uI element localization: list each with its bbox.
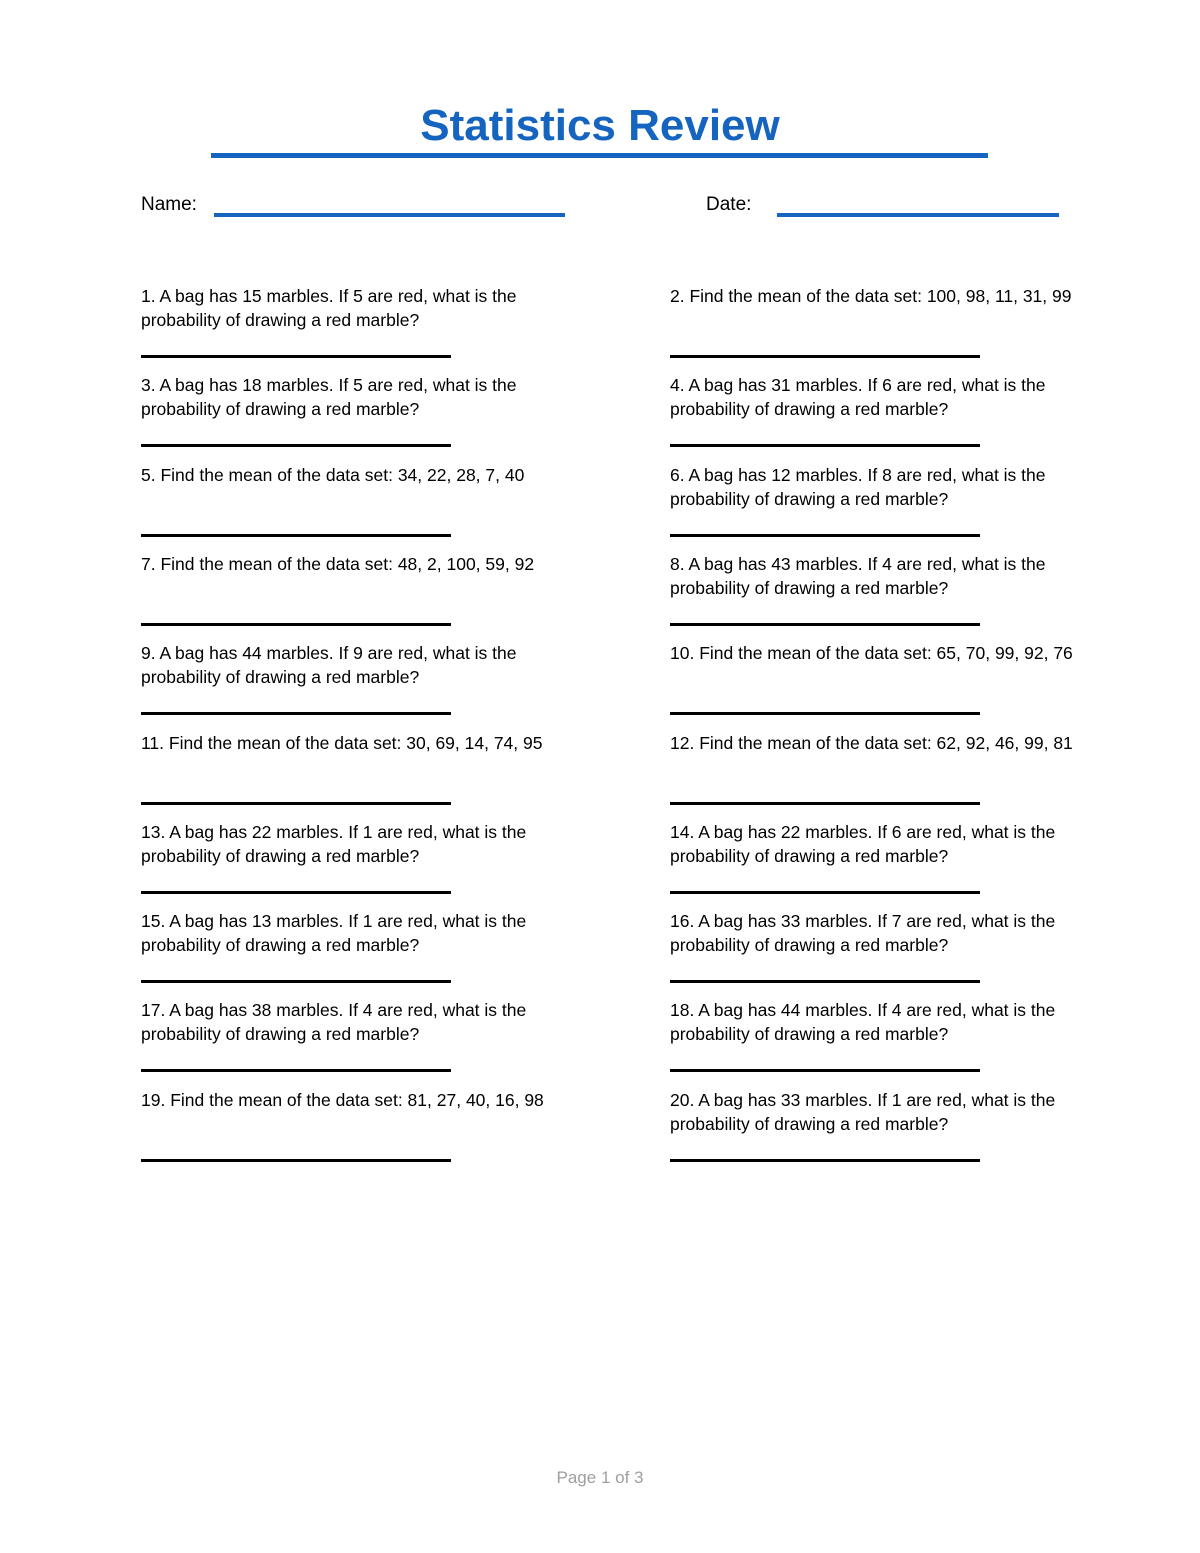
answer-line-15 [141, 980, 451, 983]
question-12: 12. Find the mean of the data set: 62, 92, 46, 99, 81 [670, 732, 1073, 753]
worksheet-title: Statistics Review [420, 101, 780, 150]
answer-line-18 [670, 1069, 980, 1072]
answer-line-9 [141, 712, 451, 715]
question-3: 3. A bag has 18 marbles. If 5 are red, what is the probability of drawing a red marble? [141, 375, 517, 420]
question-7: 7. Find the mean of the data set: 48, 2, 100, 59, 92 [141, 553, 535, 574]
question-8: 8. A bag has 43 marbles. If 4 are red, what is the probability of drawing a red marble? [670, 553, 1046, 598]
page-footer: Page 1 of 3 [556, 1468, 644, 1487]
answer-line-17 [141, 1069, 451, 1072]
question-4: 4. A bag has 31 marbles. If 6 are red, what is the probability of drawing a red marble? [670, 375, 1046, 420]
date-field-line [777, 213, 1059, 217]
answer-line-10 [670, 712, 980, 715]
answer-line-5 [141, 534, 451, 537]
question-14: 14. A bag has 22 marbles. If 6 are red, what is the probability of drawing a red marble? [670, 821, 1056, 866]
question-11: 11. Find the mean of the data set: 30, 69, 14, 74, 95 [141, 732, 543, 753]
question-15: 15. A bag has 13 marbles. If 1 are red, what is the probability of drawing a red marble? [141, 911, 527, 956]
name-field-line [214, 213, 565, 217]
question-5: 5. Find the mean of the data set: 34, 22, 28, 7, 40 [141, 464, 525, 485]
question-17: 17. A bag has 38 marbles. If 4 are red, what is the probability of drawing a red marble? [141, 1000, 527, 1045]
answer-line-13 [141, 891, 451, 894]
answer-line-19 [141, 1159, 451, 1162]
question-13: 13. A bag has 22 marbles. If 1 are red, what is the probability of drawing a red marble? [141, 821, 527, 866]
name-label: Name: [141, 194, 197, 215]
question-1: 1. A bag has 15 marbles. If 5 are red, what is the probability of drawing a red marble? [141, 286, 517, 330]
title-divider [211, 153, 988, 158]
answer-line-6 [670, 534, 980, 537]
question-9: 9. A bag has 44 marbles. If 9 are red, what is the probability of drawing a red marble? [141, 643, 517, 688]
answer-line-14 [670, 891, 980, 894]
answer-line-2 [670, 355, 980, 358]
question-16: 16. A bag has 33 marbles. If 7 are red, what is the probability of drawing a red marble? [670, 911, 1056, 956]
answer-line-11 [141, 802, 451, 805]
question-20: 20. A bag has 33 marbles. If 1 are red, what is the probability of drawing a red marble? [670, 1089, 1056, 1134]
answer-line-7 [141, 623, 451, 626]
answer-line-20 [670, 1159, 980, 1162]
question-10: 10. Find the mean of the data set: 65, 70, 99, 92, 76 [670, 643, 1073, 664]
answer-line-8 [670, 623, 980, 626]
answer-line-4 [670, 444, 980, 447]
question-2: 2. Find the mean of the data set: 100, 98, 11, 31, 99 [670, 286, 1072, 306]
answer-line-1 [141, 355, 451, 358]
question-18: 18. A bag has 44 marbles. If 4 are red, what is the probability of drawing a red marble? [670, 1000, 1056, 1045]
answer-line-3 [141, 444, 451, 447]
question-6: 6. A bag has 12 marbles. If 8 are red, what is the probability of drawing a red marble? [670, 464, 1046, 509]
question-19: 19. Find the mean of the data set: 81, 27, 40, 16, 98 [141, 1089, 544, 1110]
answer-line-12 [670, 802, 980, 805]
date-label: Date: [706, 194, 752, 215]
answer-line-16 [670, 980, 980, 983]
